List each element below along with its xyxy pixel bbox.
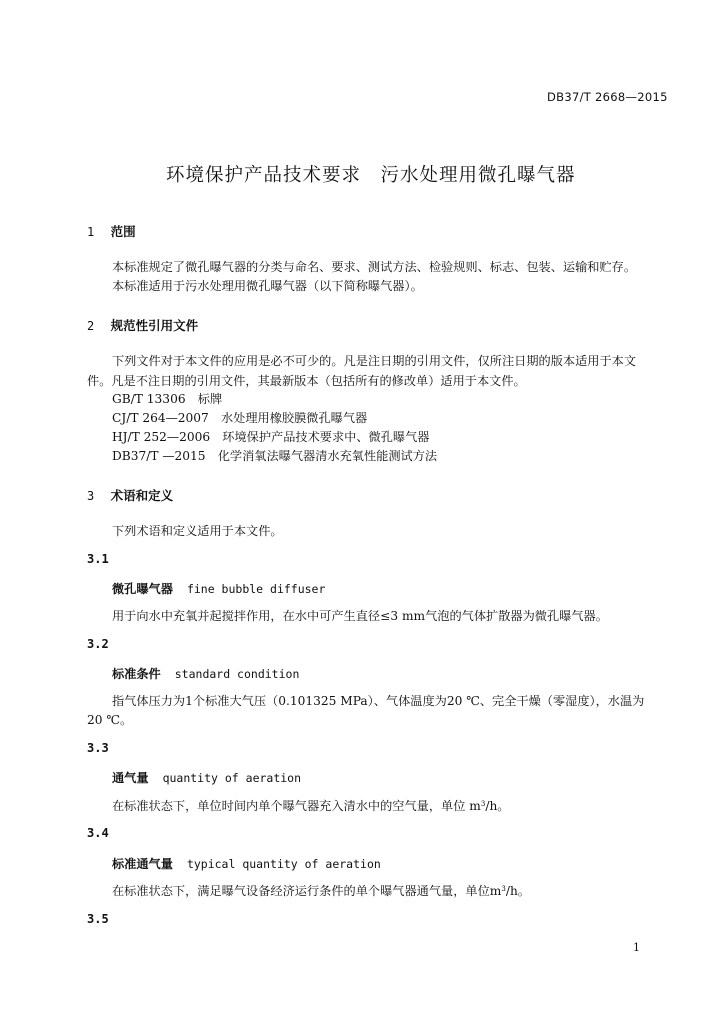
term-definition-cont: 20 ℃。 — [87, 713, 133, 727]
term-definition: 用于向水中充氧并起搅拌作用，在水中可产生直径≤3 mm气泡的气体扩散器为微孔曝气器。 — [112, 609, 608, 623]
reference-item: CJ/T 264—2007 水处理用橡胶膜微孔曝气器 — [112, 411, 368, 425]
term-en: quantity of aeration — [162, 771, 302, 785]
section-title: 范围 — [110, 224, 136, 239]
term-number: 3.1 — [87, 552, 109, 566]
reference-item: DB37/T —2015 化学消氧法曝气器清水充氧性能测试方法 — [112, 449, 438, 463]
paragraph: 本标准规定了微孔曝气器的分类与命名、要求、测试方法、检验规则、标志、包装、运输和贮存。 — [112, 260, 637, 274]
section-number: 3 — [87, 489, 95, 503]
term-definition — [112, 882, 530, 899]
definition-text: 在标准状态下，单位时间内单个曝气器充入清水中的空气量，单位 m — [112, 799, 481, 813]
term-number: 3.3 — [87, 741, 109, 755]
paragraph: 件。凡是不注日期的引用文件，其最新版本（包括所有的修改单）适用于本文件。 — [87, 374, 526, 388]
term-definition: 指气体压力为1个标准大气压（0.101325 MPa）、气体温度为20 ℃、完全干燥（零湿度），水温为 — [112, 694, 645, 708]
section-title: 规范性引用文件 — [110, 318, 199, 333]
term-number: 3.2 — [87, 637, 109, 651]
term-number: 3.4 — [87, 826, 109, 840]
term-en: standard condition — [174, 667, 300, 681]
reference-item: GB/T 13306 标牌 — [112, 392, 223, 406]
term-heading — [112, 769, 301, 786]
section-1-heading — [87, 222, 136, 240]
term-en: typical quantity of aeration — [186, 857, 381, 871]
document-title: 环境保护产品技术要求 污水处理用微孔曝气器 — [166, 165, 576, 186]
section-number: 2 — [87, 319, 95, 333]
section-3-heading — [87, 486, 173, 504]
section-number: 1 — [87, 225, 95, 239]
term-heading — [112, 665, 299, 682]
definition-unit: /h。 — [505, 884, 530, 898]
term-number: 3.5 — [87, 912, 109, 926]
term-heading — [112, 855, 381, 872]
section-2-heading — [87, 316, 198, 334]
paragraph: 下列文件对于本文件的应用是必不可少的。凡是注日期的引用文件，仅所注日期的版本适用于本文 — [112, 354, 637, 368]
definition-unit: /h。 — [485, 799, 510, 813]
superscript: 3 — [480, 800, 486, 808]
term-zh: 标准条件 — [112, 667, 161, 681]
section-title: 术语和定义 — [110, 488, 174, 503]
definition-text: 在标准状态下，满足曝气设备经济运行条件的单个曝气器通气量，单位m — [112, 884, 502, 898]
paragraph: 下列术语和定义适用于本文件。 — [112, 524, 283, 538]
paragraph: 本标准适用于污水处理用微孔曝气器（以下简称曝气器）。 — [112, 279, 423, 293]
term-zh: 微孔曝气器 — [112, 582, 173, 596]
term-zh: 标准通气量 — [112, 857, 173, 871]
reference-item: HJ/T 252—2006 环境保护产品技术要求中、微孔曝气器 — [112, 430, 430, 444]
page-number: 1 — [633, 941, 640, 954]
term-heading — [112, 580, 325, 597]
term-zh: 通气量 — [112, 771, 149, 785]
term-definition — [112, 797, 510, 814]
term-en: fine bubble diffuser — [186, 582, 326, 596]
superscript: 3 — [501, 885, 506, 893]
standard-number: DB37/T 2668—2015 — [547, 90, 668, 104]
